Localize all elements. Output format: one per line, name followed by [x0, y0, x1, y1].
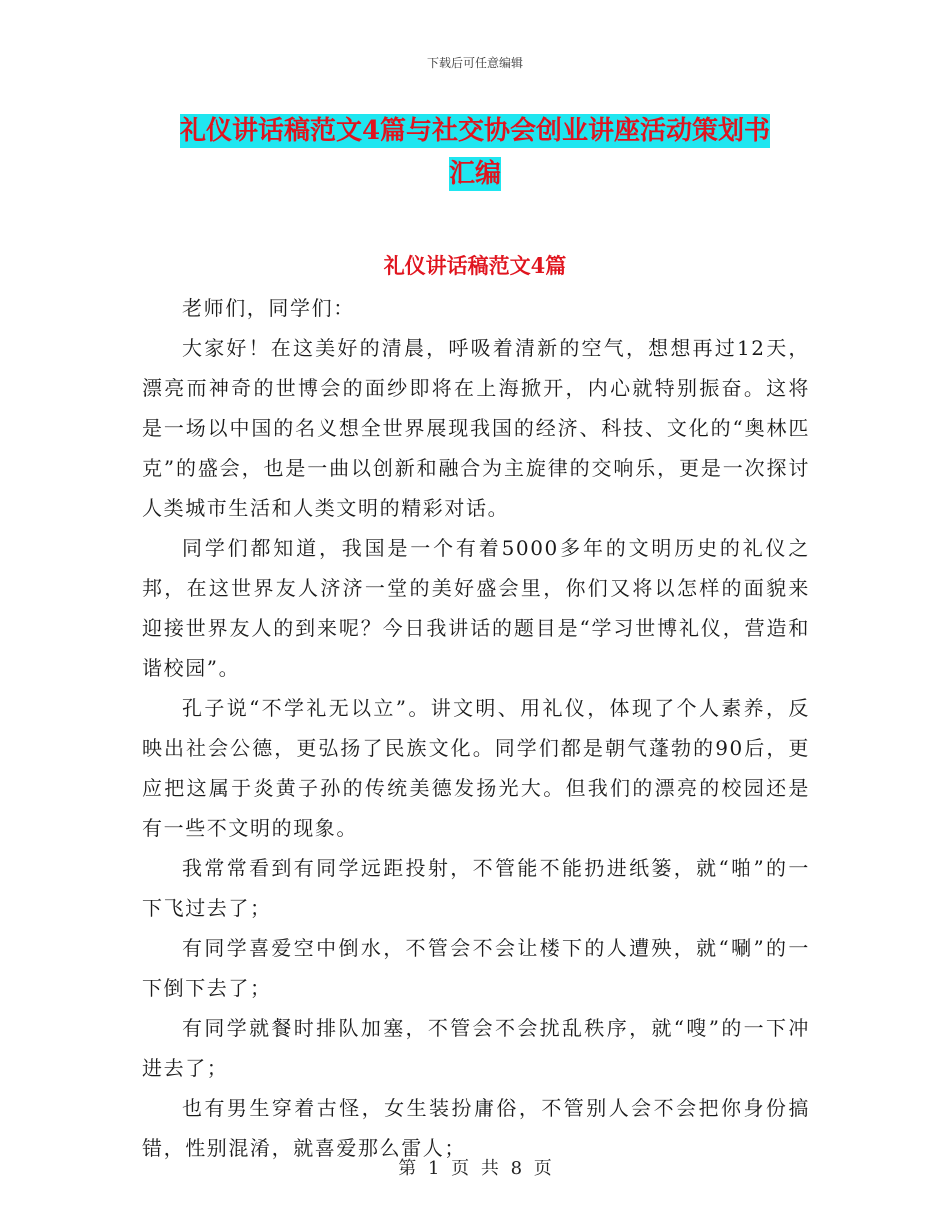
paragraph: 我常常看到有同学远距投射，不管能不能扔进纸篓，就“啪”的一下飞过去了；	[142, 856, 810, 920]
title-line-1: 礼仪讲话稿范文4篇与社交协会创业讲座活动策划书	[179, 116, 771, 146]
page-total: 8	[510, 1158, 523, 1179]
paragraph: 大家好！在这美好的清晨，呼吸着清新的空气，想想再过12天，漂亮而神奇的世博会的面纱即将在上海掀开，内心就特别振奋。这将是一场以中国的名义想全世界展现我国的经济、科技、文化的“奥林匹克”的盛会，也是一曲以创新和融合为主旋律的交响乐，更是一次探讨人类城市生活和人类文明的精彩对话。	[142, 336, 810, 520]
page-label-mid: 页 共	[451, 1158, 499, 1179]
document-title	[0, 110, 950, 196]
paragraph: 孔子说“不学礼无以立”。讲文明、用礼仪，体现了个人素养，反映出社会公德，更弘扬了民族文化。同学们都是朝气蓬勃的90后，更应把这属于炎黄子孙的传统美德发扬光大。但我们的漂亮的校园还是有一些不文明的现象。	[142, 696, 810, 840]
paragraph: 有同学喜爱空中倒水，不管会不会让楼下的人遭殃，就“唰”的一下倒下去了；	[142, 936, 810, 1000]
paragraph: 同学们都知道，我国是一个有着5000多年的文明历史的礼仪之邦，在这世界友人济济一堂的美好盛会里，你们又将以怎样的面貌来迎接世界友人的到来呢？今日我讲话的题目是“学习世博礼仪，营造和谐校园”。	[142, 536, 810, 680]
header-note: 下载后可任意编辑	[426, 56, 523, 70]
section-title: 礼仪讲话稿范文4篇	[383, 253, 567, 278]
paragraph: 也有男生穿着古怪，女生装扮庸俗，不管别人会不会把你身份搞错，性别混淆，就喜爱那么雷人；	[142, 1096, 810, 1160]
title-line-2: 汇编	[448, 159, 501, 189]
page-footer	[0, 1154, 950, 1180]
paragraph: 有同学就餐时排队加塞，不管会不会扰乱秩序，就“嗖”的一下冲进去了；	[142, 1016, 810, 1080]
page-label-suffix: 页	[533, 1158, 552, 1179]
page-current: 1	[427, 1158, 440, 1179]
page-label-prefix: 第	[398, 1158, 417, 1179]
document-body	[142, 288, 810, 1168]
paragraph: 老师们，同学们：	[182, 296, 355, 320]
